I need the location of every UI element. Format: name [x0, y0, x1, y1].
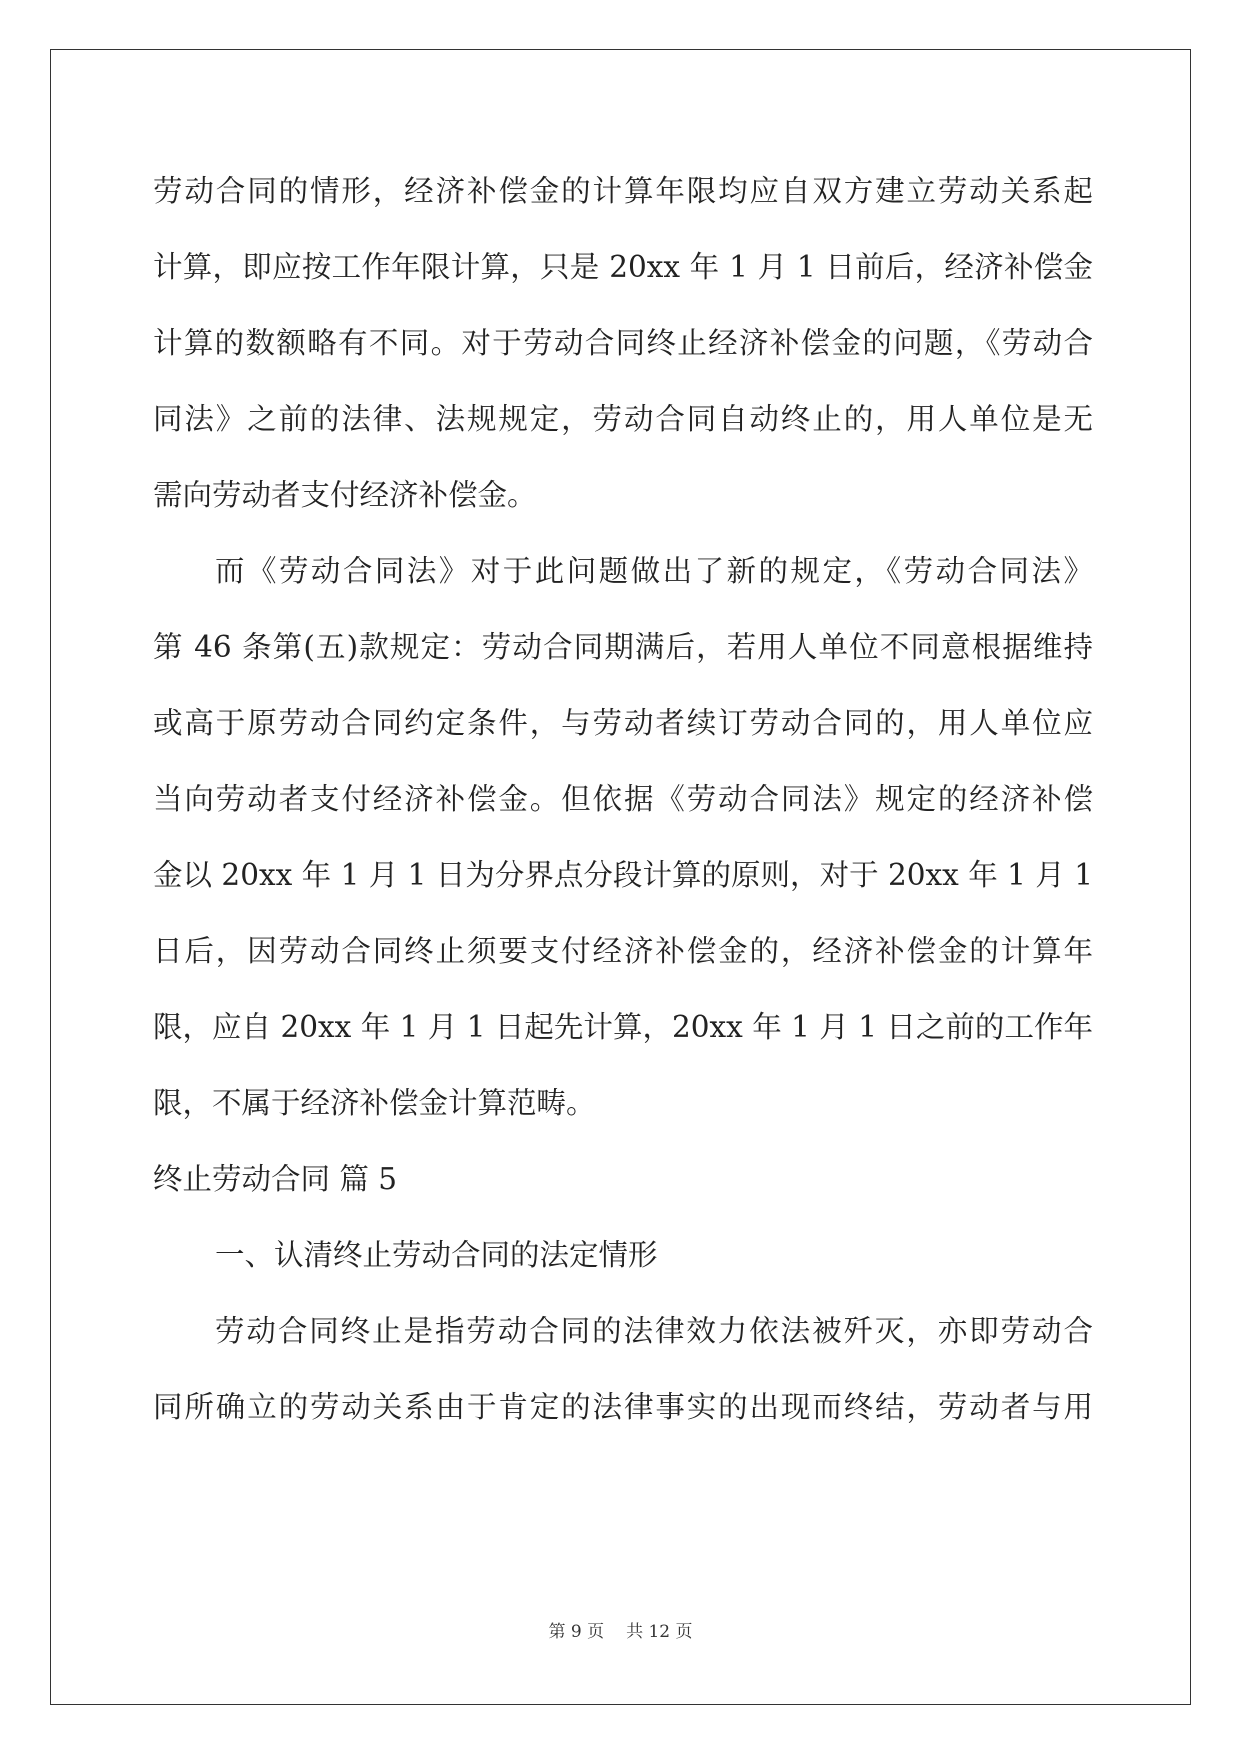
section-heading: 终止劳动合同 篇 5: [153, 1162, 398, 1196]
text-line: 限，不属于经济补偿金计算范畴。: [153, 1086, 596, 1120]
page-footer: [0, 1620, 1241, 1644]
text-line: 当向劳动者支付经济补偿金。但依据《劳动合同法》规定的经济补偿: [153, 782, 1093, 816]
text-line: 同法》之前的法律、法规规定，劳动合同自动终止的，用人单位是无: [153, 402, 1093, 436]
page-number: 第 9 页: [548, 1622, 605, 1642]
text-line: 同所确立的劳动关系由于肯定的法律事实的出现而终结，劳动者与用: [153, 1390, 1093, 1424]
text-line: 计算的数额略有不同。对于劳动合同终止经济补偿金的问题，《劳动合: [153, 326, 1093, 360]
text-line: 或高于原劳动合同约定条件，与劳动者续订劳动合同的，用人单位应: [153, 706, 1093, 740]
text-line: 劳动合同的情形，经济补偿金的计算年限均应自双方建立劳动关系起: [153, 174, 1093, 208]
paragraph-first-line: 劳动合同终止是指劳动合同的法律效力依法被歼灭，亦即劳动合: [215, 1314, 1093, 1348]
paragraph-first-line: 而《劳动合同法》对于此问题做出了新的规定，《劳动合同法》: [215, 554, 1093, 588]
subsection-heading: 一、认清终止劳动合同的法定情形: [215, 1238, 658, 1272]
page-total: 共 12 页: [626, 1622, 693, 1642]
text-line: 第 46 条第(五)款规定：劳动合同期满后，若用人单位不同意根据维持: [153, 630, 1093, 664]
text-line: 需向劳动者支付经济补偿金。: [153, 478, 537, 512]
text-line: 计算，即应按工作年限计算，只是 20xx 年 1 月 1 日前后，经济补偿金: [153, 250, 1093, 284]
document-body: [153, 163, 1093, 1455]
text-line: 金以 20xx 年 1 月 1 日为分界点分段计算的原则，对于 20xx 年 1 月 1: [153, 858, 1093, 892]
text-line: 日后，因劳动合同终止须要支付经济补偿金的，经济补偿金的计算年: [153, 934, 1093, 968]
text-line: 限，应自 20xx 年 1 月 1 日起先计算，20xx 年 1 月 1 日之前的工作年: [153, 1010, 1093, 1044]
